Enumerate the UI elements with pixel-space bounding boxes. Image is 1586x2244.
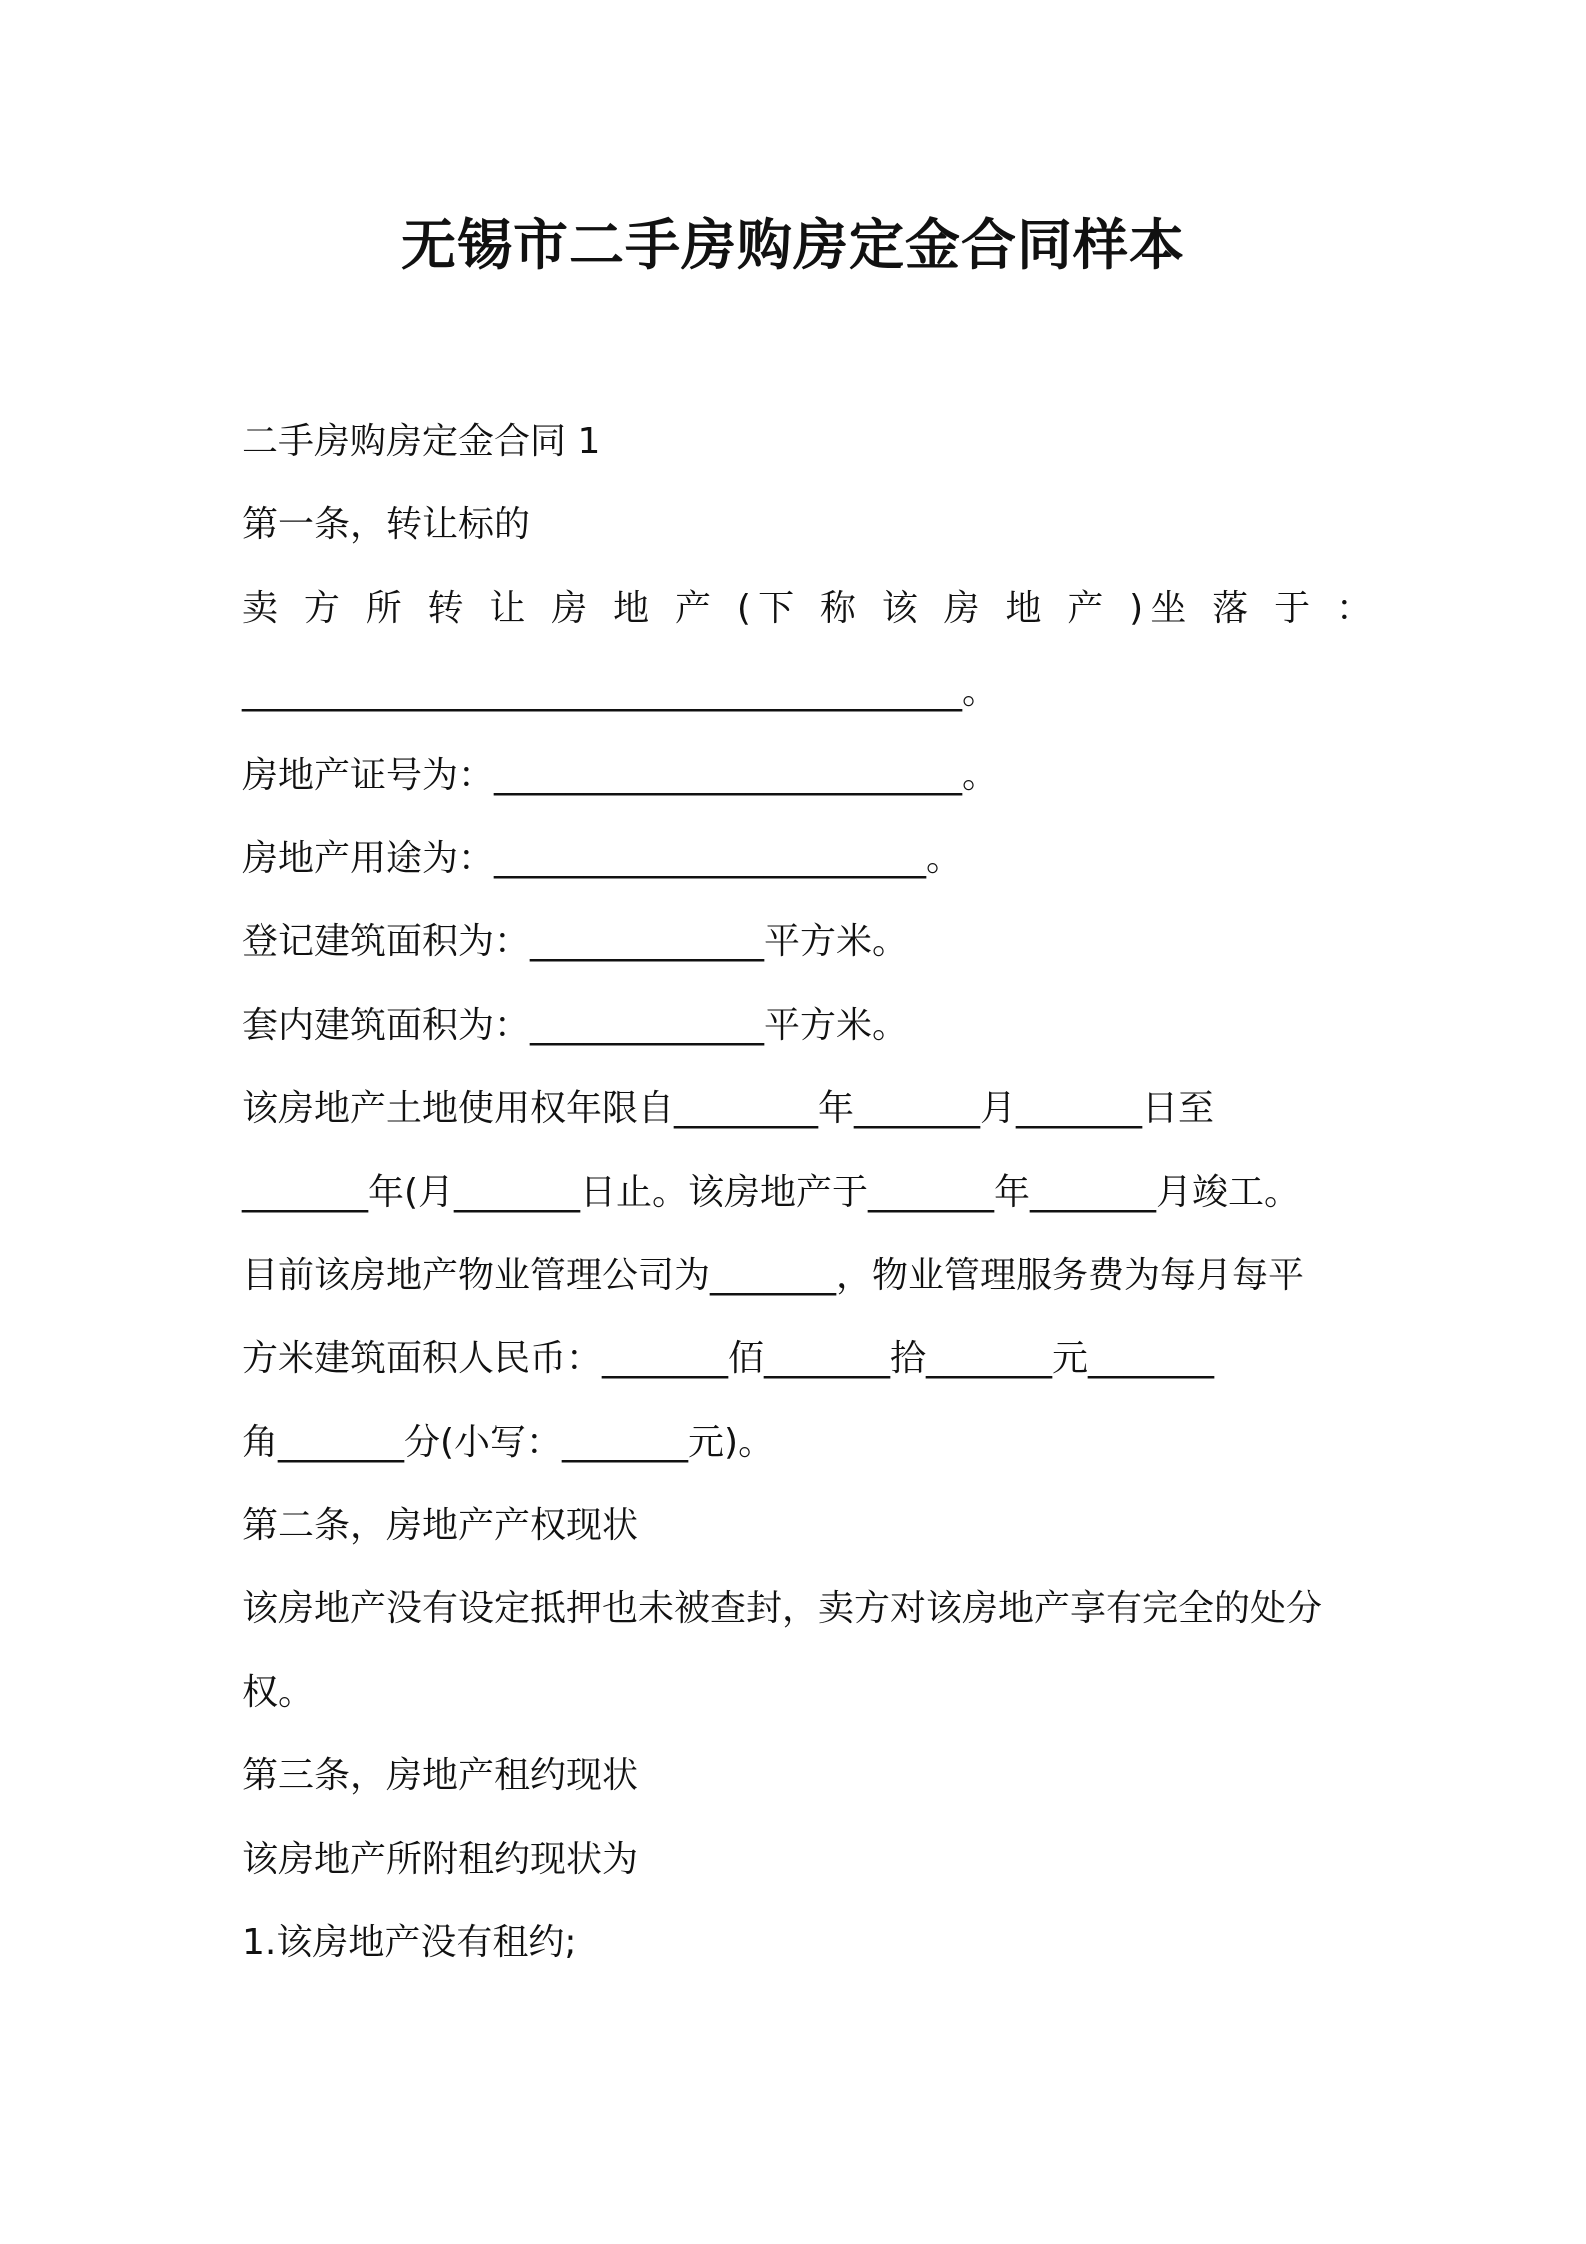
paragraph-line: 该房地产土地使用权年限自________年_______月_______日至 — [242, 1088, 1215, 1130]
article-heading-2: 第二条，房地产产权现状 — [242, 1505, 639, 1547]
paragraph-line: 套内建筑面积为：_____________平方米。 — [242, 1004, 909, 1046]
list-item: 1.该房地产没有租约; — [242, 1922, 577, 1964]
paragraph-line: 房地产用途为：________________________。 — [242, 837, 963, 879]
paragraph-line: 登记建筑面积为：_____________平方米。 — [242, 921, 909, 963]
paragraph-line: 角_______分(小写：_______元)。 — [242, 1421, 775, 1463]
paragraph-line: 该房地产所附租约现状为 — [242, 1838, 639, 1880]
document-body — [242, 400, 1372, 1984]
paragraph-line: 目前该房地产物业管理公司为_______，物业管理服务费为每月每平 — [242, 1254, 1305, 1296]
paragraph-line: 房地产证号为：__________________________。 — [242, 754, 999, 796]
blank-fill-line: ________________________________________。 — [242, 671, 998, 713]
article-heading-1: 第一条，转让标的 — [242, 504, 531, 546]
paragraph-line: 该房地产没有设定抵押也未被查封，卖方对该房地产享有完全的处分 — [242, 1588, 1323, 1630]
paragraph-line: 方米建筑面积人民币：_______佰_______拾_______元_______ — [242, 1338, 1215, 1380]
paragraph-line: 卖 方 所 转 让 房 地 产 (下 称 该 房 地 产 )坐 落 于 ： — [242, 587, 1372, 629]
paragraph-line: 权。 — [242, 1671, 315, 1713]
paragraph-line: _______年(月_______日止。该房地产于_______年_______月竣工。 — [242, 1171, 1301, 1213]
document-title: 无锡市二手房购房定金合同样本 — [400, 213, 1185, 277]
section-heading: 二手房购房定金合同 1 — [242, 421, 601, 462]
article-heading-3: 第三条，房地产租约现状 — [242, 1755, 639, 1797]
